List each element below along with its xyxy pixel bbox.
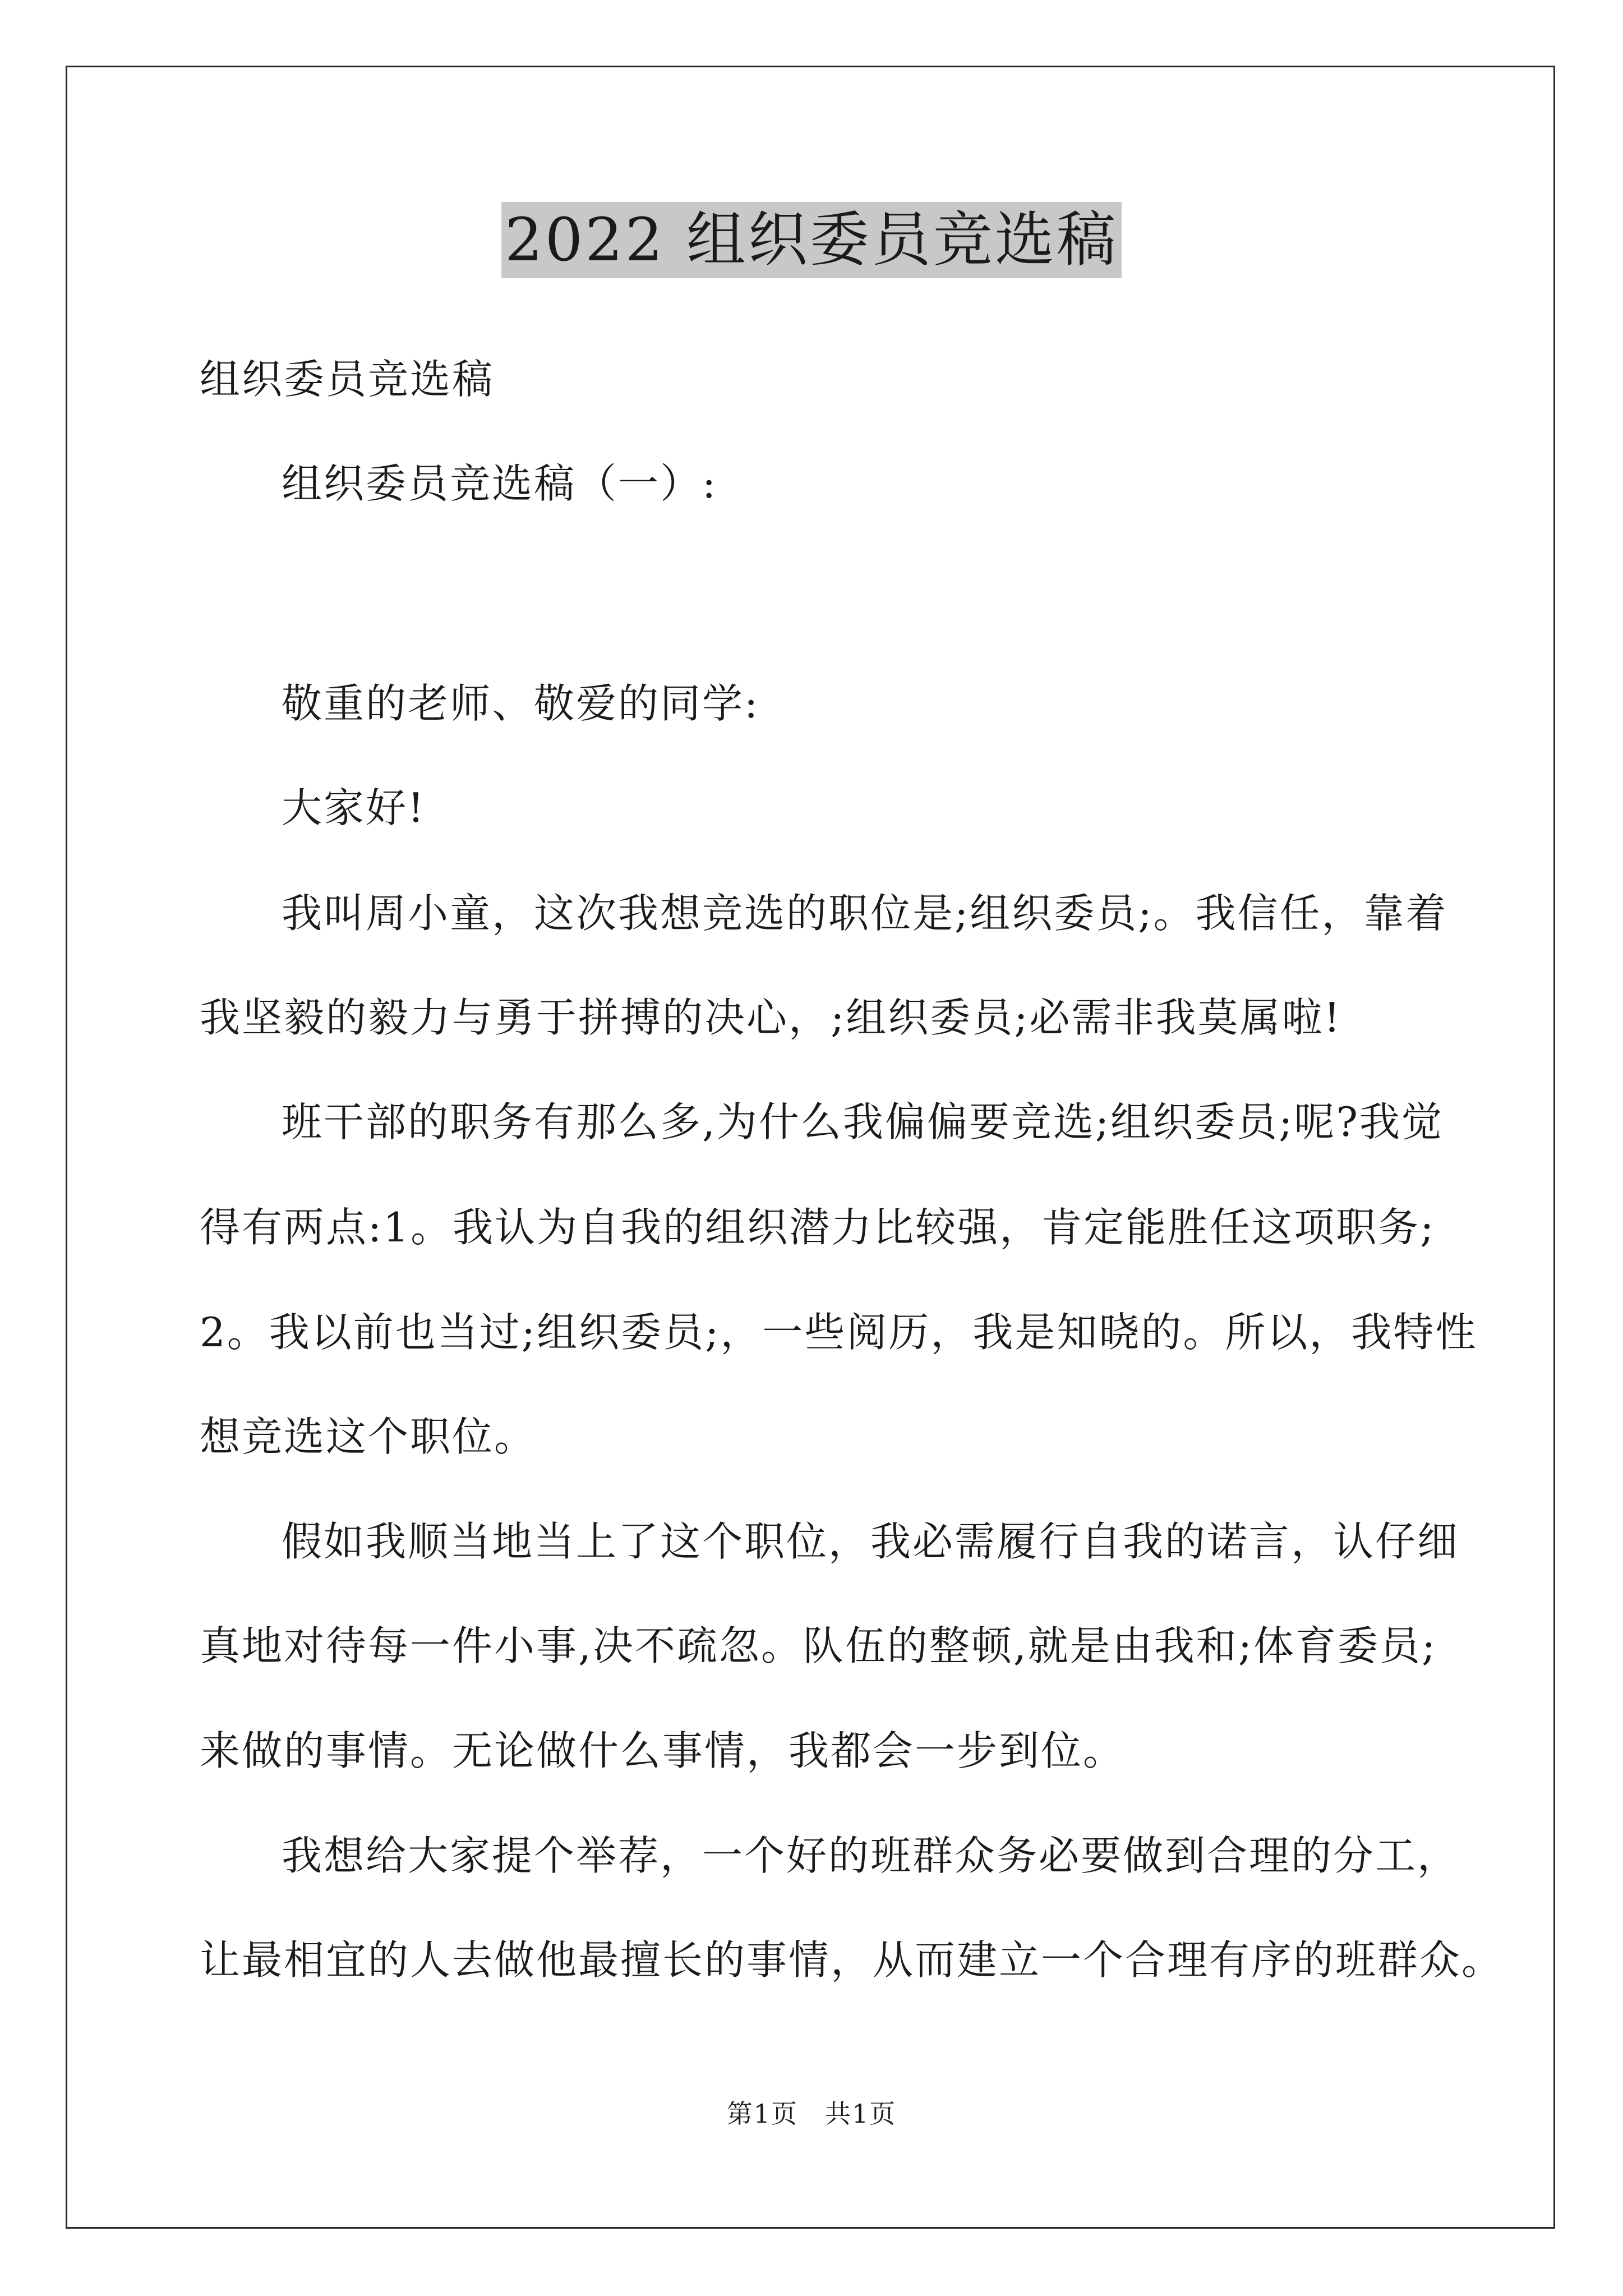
body-line: 我叫周小童，这次我想竞选的职位是;组织委员;。我信任，靠着 [282,890,1448,937]
document-title: 2022 组织委员竞选稿 [501,202,1121,278]
body-line: 真地对待每一件小事,决不疏忽。队伍的整顿,就是由我和;体育委员; [200,1622,1437,1669]
body-line: 2。我以前也当过;组织委员;，一些阅历，我是知晓的。所以，我特性 [200,1309,1478,1356]
body-line: 想竞选这个职位。 [200,1413,537,1460]
greeting: 大家好! [282,784,426,831]
body-line: 班干部的职务有那么多,为什么我偏偏要竞选;组织委员;呢?我觉 [282,1098,1444,1145]
title-container [0,202,1623,278]
body-line: 我坚毅的毅力与勇于拼搏的决心，;组织委员;必需非我莫属啦! [200,994,1342,1041]
body-line: 我想给大家提个举荐，一个好的班群众务必要做到合理的分工， [282,1832,1460,1879]
page-number-footer: 第1页 共1页 [726,2099,897,2129]
salutation: 敬重的老师、敬爱的同学: [282,680,760,727]
body-line: 假如我顺当地当上了这个职位，我必需履行自我的诺言，认仔细 [282,1518,1460,1565]
body-line: 让最相宜的人去做他最擅长的事情，从而建立一个合理有序的班群众。 [200,1936,1504,1984]
body-line: 得有两点:1。我认为自我的组织潜力比较强，肯定能胜任这项职务; [200,1204,1436,1251]
section-heading: 组织委员竞选稿（一）: [282,460,718,507]
body-line: 来做的事情。无论做什么事情，我都会一步到位。 [200,1727,1126,1774]
document-subtitle: 组织委员竞选稿 [200,356,495,403]
